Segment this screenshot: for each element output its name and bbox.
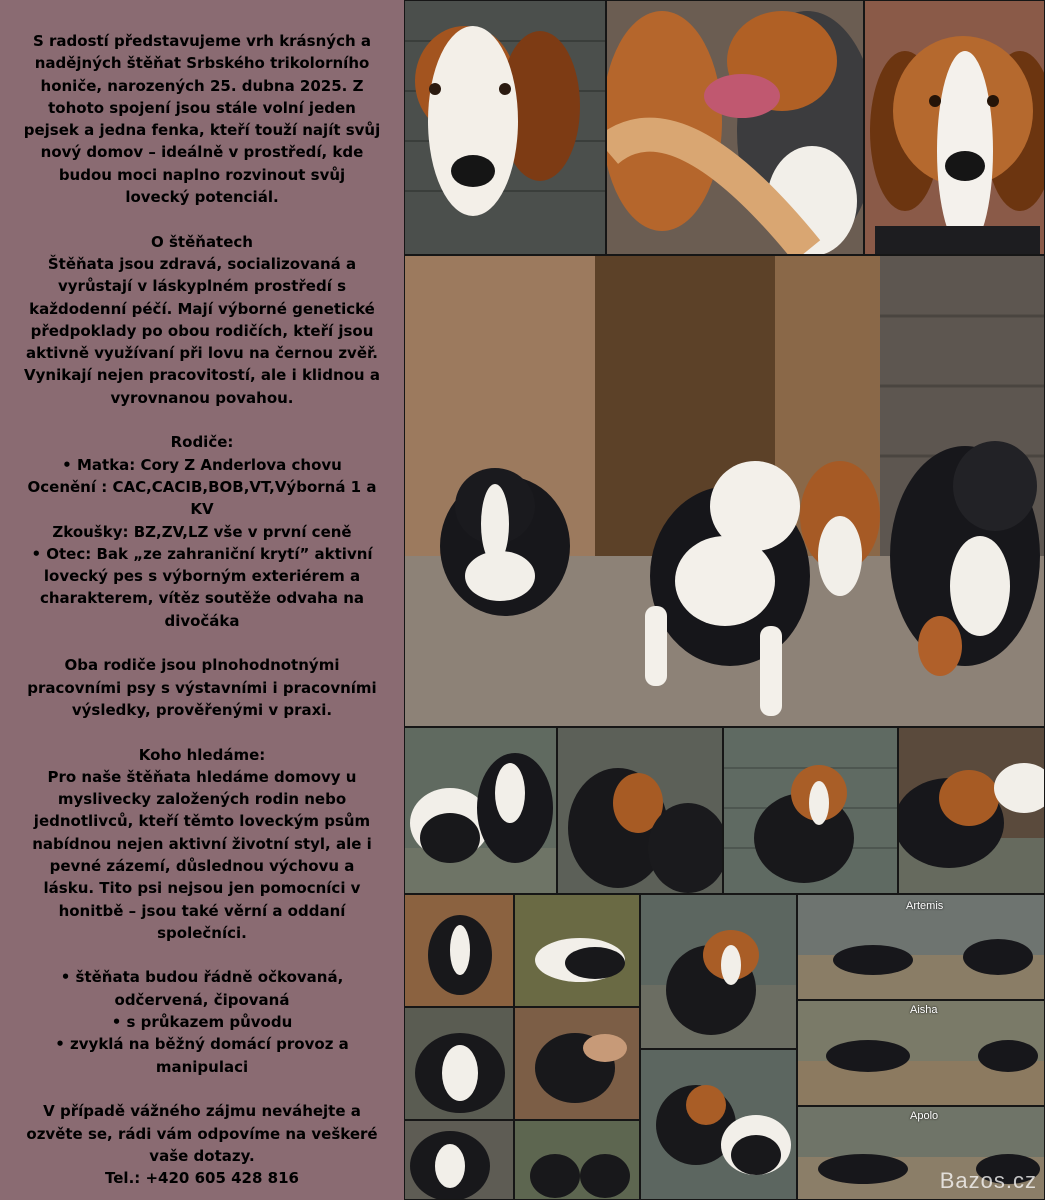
parents-line: • Otec: Bak „ze zahraniční krytí” aktivní xyxy=(31,544,373,563)
both-line: výsledky, prověřenými v praxi. xyxy=(71,700,333,719)
both-parents-paragraph xyxy=(22,654,382,721)
intro-line: budou moci naplno rozvinout svůj xyxy=(58,165,346,184)
dog-photo xyxy=(515,1008,640,1120)
about-line: aktivně využívaní při lovu na černou zvěř. xyxy=(26,344,378,363)
both-line: Oba rodiče jsou plnohodnotnými xyxy=(64,656,340,675)
photo-puppy-grass xyxy=(514,894,640,1007)
dog-photo xyxy=(641,1050,797,1200)
looking-line: společníci. xyxy=(157,923,247,942)
dog-photo xyxy=(607,1,864,255)
dog-photo xyxy=(405,728,557,894)
photo-puppy-blanket-3 xyxy=(640,894,797,1049)
about-line: vyrovnanou povahou. xyxy=(110,388,294,407)
photo-puppies-blanket-1 xyxy=(404,727,557,894)
photo-collage xyxy=(404,0,1045,1200)
looking-line: Pro naše štěňata hledáme domovy u xyxy=(47,767,357,786)
parents-line: Zkoušky: BZ,ZV,LZ vše v první ceně xyxy=(52,522,352,541)
photo-puppy-wood xyxy=(404,894,514,1007)
watermark-text: Bazos.cz xyxy=(939,1168,1037,1193)
contact-line: vaše dotazy. xyxy=(149,1146,255,1165)
about-line: Vynikají nejen pracovitostí, ale i klidnou a xyxy=(24,366,380,385)
contact-line: ozvěte se, rádi vám odpovíme na veškeré xyxy=(26,1124,378,1143)
looking-section xyxy=(22,744,382,945)
both-line: pracovními psy s výstavními i pracovními xyxy=(27,678,377,697)
dog-name-apolo: Apolo xyxy=(910,1110,939,1122)
about-line: každodenní péčí. Mají výborné genetické xyxy=(29,299,375,318)
about-section xyxy=(22,231,382,409)
feature-line: • s průkazem původu xyxy=(111,1013,293,1032)
feature-line: odčervená, čipovaná xyxy=(114,990,290,1009)
photo-puppies-outdoor xyxy=(514,1120,640,1200)
photo-adult-portrait xyxy=(864,0,1045,255)
dog-photo xyxy=(558,728,723,894)
intro-line: tohoto spojení jsou stále volní jeden xyxy=(48,98,356,117)
parents-line: divočáka xyxy=(164,611,240,630)
contact-paragraph xyxy=(22,1100,382,1189)
about-line: vyrůstají v láskyplném prostředí s xyxy=(57,277,347,296)
looking-line: honitbě – jsou také věrní a oddaní xyxy=(58,901,346,920)
looking-line: jednotlivců, kteří těmto loveckým psům xyxy=(33,812,371,831)
intro-line: honiče, narozených 25. dubna 2025. Z xyxy=(40,76,364,95)
looking-line: pevné zázemí, důslednou výchovu a xyxy=(49,856,355,875)
contact-line: V případě vážného zájmu neváhejte a xyxy=(43,1102,361,1121)
photo-puppy-lying xyxy=(898,727,1045,894)
parents-line: charakterem, vítěz soutěže odvaha na xyxy=(39,589,365,608)
dog-name-artemis: Artemis xyxy=(906,900,944,912)
photo-puppy-face xyxy=(404,1007,514,1120)
photo-litter-group xyxy=(404,255,1045,727)
about-line: předpoklady po obou rodičích, kteří jsou xyxy=(30,321,374,340)
looking-line: lásku. Tito psi nejsou jen pomocníci v xyxy=(43,879,361,898)
dog-photo xyxy=(405,256,1045,727)
dog-photo xyxy=(515,1121,640,1200)
photo-puppy-sitting xyxy=(723,727,898,894)
photo-aisha xyxy=(797,1000,1045,1106)
feature-line: • zvyklá na běžný domácí provoz a xyxy=(55,1035,349,1054)
photo-puppy-close xyxy=(404,1120,514,1200)
dog-photo xyxy=(899,728,1045,894)
dog-photo xyxy=(724,728,898,894)
intro-line: pejsek a jedna fenka, kteří touží najít svůj xyxy=(23,121,381,140)
intro-paragraph xyxy=(22,30,382,208)
about-line: Štěňata jsou zdravá, socializovaná a xyxy=(47,254,357,273)
about-heading: O štěňatech xyxy=(151,232,253,251)
parents-heading: Rodiče: xyxy=(170,433,234,452)
looking-heading: Koho hledáme: xyxy=(138,745,266,764)
dog-photo xyxy=(405,895,514,1007)
parents-line: Ocenění : CAC,CACIB,BOB,VT,Výborná 1 a xyxy=(27,477,377,496)
dog-name-aisha: Aisha xyxy=(910,1004,938,1016)
contact-phone: Tel.: +420 605 428 816 xyxy=(105,1169,299,1188)
photo-puppies-blanket-2 xyxy=(557,727,723,894)
listing-text-panel xyxy=(0,0,404,1200)
photo-artemis xyxy=(797,894,1045,1000)
parents-line: KV xyxy=(190,500,214,519)
dog-photo xyxy=(405,1121,514,1200)
feature-line: manipulaci xyxy=(155,1057,249,1076)
dog-photo xyxy=(641,895,797,1049)
parents-line: • Matka: Cory Z Anderlova chovu xyxy=(62,455,342,474)
looking-line: nabídnou nejen aktivní životní styl, ale i xyxy=(32,834,372,853)
intro-line: nový domov – ideálně v prostředí, kde xyxy=(40,143,364,162)
parents-section xyxy=(22,431,382,632)
dog-photo xyxy=(405,1,606,255)
intro-line: nadějných štěňat Srbského trikolorního xyxy=(34,54,370,73)
photo-puppies-playing xyxy=(606,0,864,255)
photo-two-puppies xyxy=(640,1049,797,1200)
parents-line: lovecký pes s výborným exteriérem a xyxy=(43,567,361,586)
intro-line: lovecký potenciál. xyxy=(125,188,279,207)
dog-photo xyxy=(405,1008,514,1120)
feature-line: • štěňata budou řádně očkovaná, xyxy=(60,968,344,987)
intro-line: S radostí představujeme vrh krásných a xyxy=(33,32,371,50)
dog-photo xyxy=(865,1,1045,255)
dog-photo xyxy=(515,895,640,1007)
dog-photo xyxy=(798,1001,1045,1106)
looking-line: myslivecky založených rodin nebo xyxy=(57,790,347,809)
photo-puppy-portrait xyxy=(404,0,606,255)
photo-puppy-held xyxy=(514,1007,640,1120)
features-list xyxy=(22,966,382,1077)
